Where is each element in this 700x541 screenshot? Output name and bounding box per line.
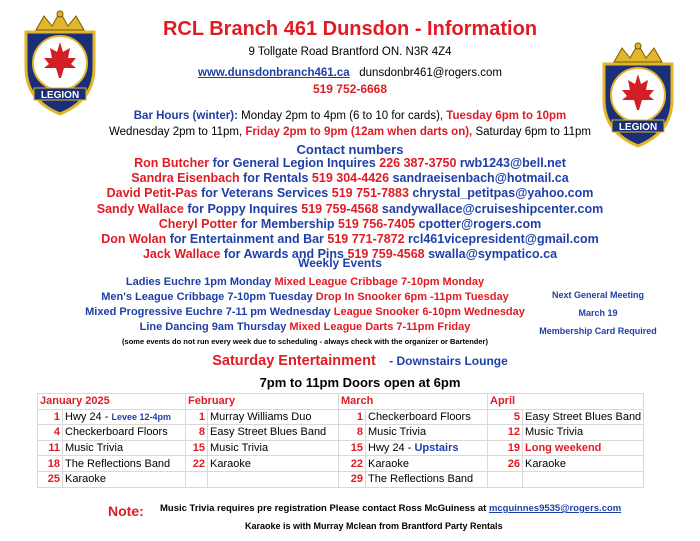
text: rwb1243@bell.net	[459, 156, 566, 170]
schedule-row	[38, 471, 644, 487]
schedule-date: 22	[339, 456, 366, 472]
hours-monday: Monday 2pm to 4pm (6 to 10 for cards),	[241, 110, 444, 122]
saturday-heading	[80, 352, 640, 370]
note-label: Note:	[108, 503, 144, 519]
text: Mixed League Darts 7-11pm Friday	[289, 321, 471, 333]
logo-word-left: LEGION	[40, 90, 80, 101]
text: Mixed Progressive Euchre 7-11 pm Wednesday	[85, 306, 331, 318]
schedule-row	[38, 456, 644, 472]
schedule-date: 1	[38, 409, 63, 425]
schedule-date: 11	[38, 440, 63, 456]
schedule-date: 1	[186, 409, 208, 425]
text: for General Legion Inquires	[212, 156, 376, 170]
schedule-event: Music Trivia	[523, 425, 644, 441]
schedule-date	[186, 471, 208, 487]
schedule-event: Hwy 24 -	[65, 410, 109, 423]
trivia-note	[160, 503, 621, 514]
text: Line Dancing 9am Thursday	[139, 321, 287, 333]
schedule-date: 4	[38, 425, 63, 441]
schedule-date: 15	[339, 440, 366, 456]
text: Sandy Wallace	[96, 201, 184, 216]
weekly-events-heading: Weekly Events	[298, 256, 382, 270]
text: for Veterans Services	[201, 186, 329, 201]
bar-hours-line-2	[0, 126, 700, 138]
text: Mixed League Cribbage 7-10pm Monday	[274, 276, 485, 288]
text: Men's League Cribbage 7-10pm Tuesday	[101, 291, 313, 303]
text: rcl461vicepresident@gmail.com	[408, 232, 599, 247]
text: chrystal_petitpas@yahoo.com	[412, 186, 594, 201]
saturday-time: 7pm to 11pm Doors open at 6pm	[259, 375, 461, 390]
hours-friday: Friday 2pm to 9pm (12am when darts on),	[245, 126, 473, 138]
logo-word-right: LEGION	[618, 122, 658, 133]
schedule-date: 8	[339, 425, 366, 441]
website-link[interactable]: www.dunsdonbranch461.ca	[198, 67, 350, 79]
contact-row	[0, 171, 700, 186]
schedule-row	[38, 440, 644, 456]
text: 226 387-3750	[379, 156, 457, 170]
schedule-event: Karaoke	[523, 456, 644, 472]
schedule-date: 12	[488, 425, 523, 441]
text: 519 771-7872	[327, 232, 405, 247]
header-email: dunsdonbr461@rogers.com	[359, 67, 502, 79]
contact-list	[0, 156, 700, 262]
month-header: March	[339, 394, 488, 410]
text: for Rentals	[243, 171, 309, 186]
text: sandywallace@cruiseshipcenter.com	[381, 201, 604, 216]
schedule-event: Karaoke	[63, 471, 186, 487]
schedule-event: Checkerboard Floors	[366, 409, 488, 425]
text: 519 751-7883	[331, 186, 409, 201]
schedule-row	[38, 409, 644, 425]
schedule-date: 1	[339, 409, 366, 425]
month-header: April	[488, 394, 644, 410]
text: 519 759-4568	[347, 247, 425, 262]
schedule-date	[488, 471, 523, 487]
schedule-date: 18	[38, 456, 63, 472]
contact-row	[0, 186, 700, 201]
bar-hours-label: Bar Hours (winter):	[133, 110, 238, 122]
schedule-event: Easy Street Blues Band	[523, 409, 644, 425]
schedule-date: 22	[186, 456, 208, 472]
text: for Entertainment and Bar	[169, 232, 324, 247]
trivia-email-link[interactable]: mcguinnes9535@rogers.com	[488, 503, 622, 514]
text: Jack Wallace	[142, 247, 221, 262]
weekly-row	[80, 306, 530, 318]
weekly-note: (some events do not run every week due to scheduling - always check with the organizer or Bartender)	[122, 337, 488, 346]
schedule-date: 15	[186, 440, 208, 456]
header-phone: 519 752-6668	[312, 82, 388, 96]
hours-tuesday: Tuesday 6pm to 10pm	[446, 110, 567, 122]
schedule-row	[38, 425, 644, 441]
schedule-header-row	[38, 394, 644, 410]
meeting-date: March 19	[578, 308, 618, 318]
schedule-event: Music Trivia	[366, 425, 488, 441]
text: Cheryl Potter	[158, 216, 238, 231]
text: Sandra Eisenbach	[131, 171, 240, 186]
text: 519 304-4426	[311, 171, 390, 186]
contact-row	[0, 156, 700, 171]
text: for Membership	[240, 216, 335, 231]
hours-wednesday: Wednesday 2pm to 11pm,	[109, 126, 243, 138]
month-header: January 2025	[38, 394, 186, 410]
schedule-event: Music Trivia	[208, 440, 339, 456]
text: Don Wolan	[101, 232, 167, 247]
schedule-event: Checkerboard Floors	[63, 425, 186, 441]
schedule-event: Long weekend	[525, 442, 602, 455]
schedule-event: Levee 12-4pm	[111, 411, 172, 422]
schedule-date: 29	[339, 471, 366, 487]
text: for Awards and Pins	[223, 247, 344, 262]
schedule-event: Hwy 24 -	[368, 442, 412, 455]
web-line	[0, 67, 700, 79]
text: Ron Butcher	[134, 156, 210, 170]
saturday-title: Saturday Entertainment	[212, 353, 376, 369]
schedule-event: Easy Street Blues Band	[208, 425, 339, 441]
text: Ladies Euchre 1pm Monday	[125, 276, 272, 288]
text: sandraeisenbach@hotmail.ca	[392, 171, 569, 186]
text: Drop In Snooker 6pm -11pm Tuesday	[315, 291, 509, 303]
text: swalla@sympatico.ca	[428, 247, 558, 262]
trivia-note-text: Music Trivia requires pre registration Please contact Ross McGuiness at	[160, 503, 487, 514]
text: for Poppy Inquires	[187, 201, 298, 216]
schedule-date: 26	[488, 456, 523, 472]
meeting-label: Next General Meeting	[551, 290, 645, 300]
schedule-event: Upstairs	[414, 442, 459, 455]
schedule-date: 8	[186, 425, 208, 441]
weekly-row	[80, 291, 530, 303]
schedule-table	[37, 393, 644, 488]
page-title: RCL Branch 461 Dunsdon - Information	[162, 18, 538, 40]
schedule-event: Music Trivia	[63, 440, 186, 456]
address: 9 Tollgate Road Brantford ON. N3R 4Z4	[248, 46, 452, 58]
weekly-row	[80, 321, 530, 333]
schedule-event: Karaoke	[208, 456, 339, 472]
karaoke-note: Karaoke is with Murray Mclean from Brantford Party Rentals	[245, 521, 503, 531]
contact-row	[0, 202, 700, 217]
weekly-row	[80, 276, 530, 288]
month-header: February	[186, 394, 339, 410]
text: League Snooker 6-10pm Wednesday	[333, 306, 525, 318]
text: David Petit-Pas	[106, 186, 198, 201]
text: cpotter@rogers.com	[418, 216, 542, 231]
schedule-event: Murray Williams Duo	[208, 409, 339, 425]
text: 519 759-4568	[301, 201, 379, 216]
text: 519 756-7405	[337, 216, 416, 231]
schedule-date: 19	[488, 440, 523, 456]
bar-hours-line-1	[0, 110, 700, 122]
schedule-event: The Reflections Band	[63, 456, 186, 472]
schedule-event: Karaoke	[366, 456, 488, 472]
schedule-event: The Reflections Band	[366, 471, 488, 487]
meeting-card: Membership Card Required	[539, 326, 657, 336]
hours-saturday: Saturday 6pm to 11pm	[475, 126, 591, 138]
schedule-date: 25	[38, 471, 63, 487]
contact-row	[0, 232, 700, 247]
contact-row	[0, 217, 700, 232]
schedule-event	[523, 471, 644, 487]
schedule-date: 5	[488, 409, 523, 425]
contact-heading: Contact numbers	[296, 142, 404, 157]
schedule-event	[208, 471, 339, 487]
saturday-location: - Downstairs Lounge	[389, 354, 508, 368]
